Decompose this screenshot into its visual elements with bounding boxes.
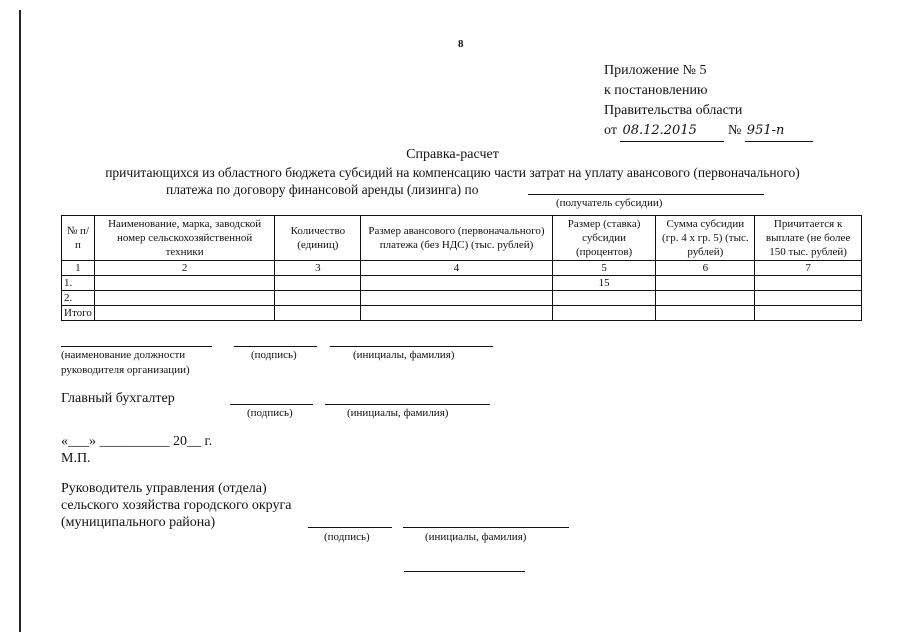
- name-caption: (инициалы, фамилия): [353, 349, 455, 361]
- name-line: [330, 346, 493, 347]
- table-cell: [656, 306, 755, 321]
- header-cell: Сумма субсидии (гр. 4 х гр. 5) (тыс. рублей): [656, 216, 755, 261]
- column-number: 3: [275, 261, 361, 276]
- document-subtitle: причитающихся из областного бюджета субсидий на компенсацию части затрат на уплату авансового (первоначального): [105, 165, 800, 180]
- page-number: 8: [458, 38, 464, 50]
- table-cell: [552, 306, 656, 321]
- stamp-label: М.П.: [61, 451, 91, 466]
- column-number: 4: [361, 261, 552, 276]
- column-number: 7: [755, 261, 862, 276]
- signature-line: [308, 527, 392, 528]
- table-cell: [275, 276, 361, 291]
- header-cell: Наименование, марка, заводской номер сельскохозяйственной техники: [94, 216, 275, 261]
- table-header-row: [62, 216, 862, 261]
- table-cell: 1.: [62, 276, 95, 291]
- date-prefix: от: [604, 123, 617, 138]
- header-cell: Размер авансового (первоначального) платежа (без НДС) (тыс. рублей): [361, 216, 552, 261]
- annex-line-3: Правительства области: [604, 103, 743, 118]
- recipient-blank-line: [528, 194, 764, 195]
- column-number: 1: [62, 261, 95, 276]
- column-number-row: [62, 261, 862, 276]
- table-cell: [94, 276, 275, 291]
- header-cell: Причитается к выплате (не более 150 тыс. рублей): [755, 216, 862, 261]
- closing-line: [404, 571, 525, 572]
- name-line: [325, 404, 490, 405]
- date-line: «___» __________ 20__ г.: [61, 434, 213, 449]
- column-number: 5: [552, 261, 656, 276]
- signature-caption: (подпись): [324, 531, 370, 543]
- name-line: [403, 527, 569, 528]
- handwritten-date: 08.12.2015: [620, 121, 724, 142]
- signature-line: [234, 346, 317, 347]
- annex-line-2: к постановлению: [604, 83, 708, 98]
- name-caption: (инициалы, фамилия): [347, 407, 449, 419]
- table-cell: Итого: [62, 306, 95, 321]
- table-cell: [552, 291, 656, 306]
- position-caption: (наименование должности: [61, 349, 186, 361]
- table-cell: [755, 276, 862, 291]
- annex-line-1: Приложение № 5: [604, 63, 707, 78]
- annex-date-line: [604, 121, 813, 142]
- signature-caption: (подпись): [251, 349, 297, 361]
- dept-head-line-2: сельского хозяйства городского округа: [61, 498, 292, 513]
- table-total-row: [62, 306, 862, 321]
- calculation-table: [61, 215, 862, 321]
- table-cell: [361, 276, 552, 291]
- handwritten-number: 951-п: [745, 121, 813, 142]
- signature-caption: (подпись): [247, 407, 293, 419]
- annex-header: [604, 61, 813, 142]
- table-cell: [275, 291, 361, 306]
- document-title: Справка-расчет: [406, 147, 499, 162]
- column-number: 2: [94, 261, 275, 276]
- position-line: [61, 346, 212, 347]
- header-cell: Размер (ставка) субсидии (процентов): [552, 216, 656, 261]
- page-left-edge: [19, 10, 21, 632]
- document-subtitle-line-2: платежа по договору финансовой аренды (лизинга) по: [166, 182, 479, 197]
- table-cell: [755, 306, 862, 321]
- dept-head-line-3: (муниципального района): [61, 515, 216, 530]
- table-cell: [755, 291, 862, 306]
- table-cell: [275, 306, 361, 321]
- name-caption: (инициалы, фамилия): [425, 531, 527, 543]
- signature-line: [230, 404, 313, 405]
- table-row: [62, 276, 862, 291]
- table-cell: [656, 276, 755, 291]
- table-cell: [361, 306, 552, 321]
- chief-accountant-label: Главный бухгалтер: [61, 391, 175, 406]
- header-cell: Количество (единиц): [275, 216, 361, 261]
- dept-head-line-1: Руководитель управления (отдела): [61, 481, 267, 496]
- column-number: 6: [656, 261, 755, 276]
- table-cell: [361, 291, 552, 306]
- table-cell: 15: [552, 276, 656, 291]
- number-prefix: №: [727, 123, 742, 138]
- table-row: [62, 291, 862, 306]
- table-cell: 2.: [62, 291, 95, 306]
- table-cell: [94, 306, 275, 321]
- table-cell: [656, 291, 755, 306]
- table-cell: [94, 291, 275, 306]
- header-cell: № п/п: [62, 216, 95, 261]
- recipient-caption: (получатель субсидии): [556, 197, 663, 209]
- position-caption-2: руководителя организации): [61, 364, 190, 376]
